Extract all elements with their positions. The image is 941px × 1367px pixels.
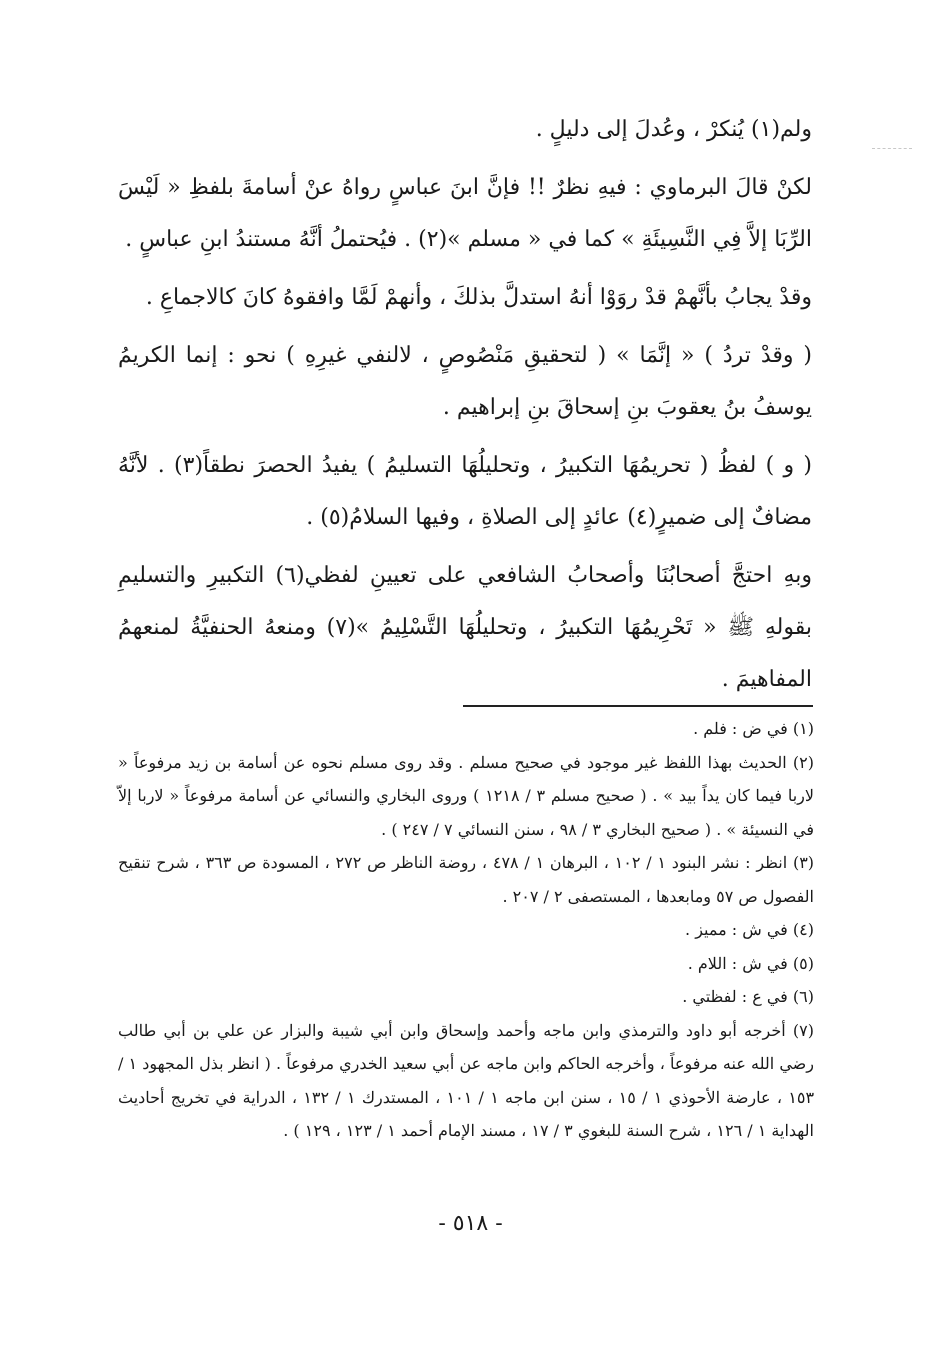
footnote: (٧) أخرجه أبو داود والترمذي وابن ماجه وأحمد وإسحاق وابن أبي شيبة والبزار عن علي بن أبي طالب رضي الله عنه مرفوعاً ، وأخرجه الحاكم وابن ماجه عن أبي سعيد الخدري مرفوعاً . ( انظر بذل المجهود ١ / ١٥٣ ، عارضة الأحوذي ١ / ١٥ ، سنن ابن ماجه ١ / ١٠١ ، المستدرك ١ / ١٣٢ ، الدراية في تخريج أحاديث الهداية ١ / ١٢٦ ، شرح السنة للبغوي ٣ / ١٧ ، مسند الإمام أحمد ١ / ١٢٣ ، ١٢٩ ) . (118, 1020, 815, 1140)
main-paragraph: وقدْ يجابُ بأنَّهمْ قدْ روَوْا أنهُ استدلَّ بذلكَ ، وأنهمْ لَمَّا وافقوهُ كانَ كالاجماعِ . (145, 285, 812, 310)
footnote: (٢) الحديث بهذا اللفظ غير موجود في صحيح مسلم . وقد روى مسلم نحوه عن أسامة بن زيد مرفوعاً « لاربا فيما كان يداً بيد » . ( صحيح مسلم ٣ / ١٢١٨ ) وروى البخاري والنسائي عن أسامة مرفوعاً « لاربا إلاّ في النسيئة » . ( صحيح البخاري ٣ / ٩٨ ، سنن النسائي ٧ / ٢٤٧ ) . (118, 752, 815, 839)
main-paragraph: ( و ) لفظُ ( تحريمُهَا التكبيرُ ، وتحليلُهَا التسليمُ ) يفيدُ الحصرَ نطقاً(٣) . لأنَّهُ مضافٌ إلى ضميرٍ(٤) عائدٍ إلى الصلاةِ ، وفيها السلامُ(٥) . (118, 453, 813, 530)
main-paragraph: ( وقدْ تردُ ) « إنَّمَا » ( لتحقيقِ مَنْصُوصٍ ، لالنفي غيرِهِ ) نحو : إنما الكريمُ يوسفُ بنُ يعقوبَ بنِ إسحاقَ بنِ إبراهيم . (118, 343, 812, 420)
footnote: (٥) في ش : اللام . (687, 953, 814, 973)
main-paragraph: ولم(١) يُنكرْ ، وعُدلَ إلى دليلٍ . (535, 117, 812, 142)
footnote-separator (463, 705, 813, 707)
footnote: (٦) في ع : لفظتي . (682, 987, 814, 1006)
footnote: (١) في ض : فلم . (693, 719, 814, 738)
footnote: (٤) في ش : مميز . (685, 920, 814, 939)
main-paragraph: وبهِ احتجَّ أصحابُنَا وأصحابُ الشافعي على تعيينِ لفظي(٦) التكبيرِ والتسليمِ بقولهِ ﷺ « تَحْرِيمُهَا التكبيرُ ، وتحليلُهَا التَّسْلِيمُ »(٧) ومنعهُ الحنفيَّةُ لمنعهمُ المفاهيمَ . (118, 563, 812, 692)
footnotes (118, 712, 814, 1148)
main-paragraph: لكنْ قالَ البرماوي : فيهِ نظرٌ !! فإنَّ ابنَ عباسٍ رواهُ عنْ أسامةَ بلفظِ « لَيْسَ الرِّبَا إلاَّ فِي النَّسِيئَةِ » كما في « مسلم »(٢) . فيُحتملُ أنَّهُ مستندُ ابنِ عباسٍ . (118, 175, 812, 252)
page-number: - ٥١٨ - (438, 1211, 503, 1236)
margin-mark (872, 148, 912, 149)
main-text (118, 104, 812, 706)
footnote: (٣) انظر : نشر البنود ١ / ١٠٢ ، البرهان ١ / ٤٧٨ ، روضة الناظر ص ٢٧٢ ، المسودة ص ٣٦٣ ، شرح تنقيح الفصول ص ٥٧ ومابعدها ، المستصفى ٢ / ٢٠٧ . (118, 853, 815, 906)
